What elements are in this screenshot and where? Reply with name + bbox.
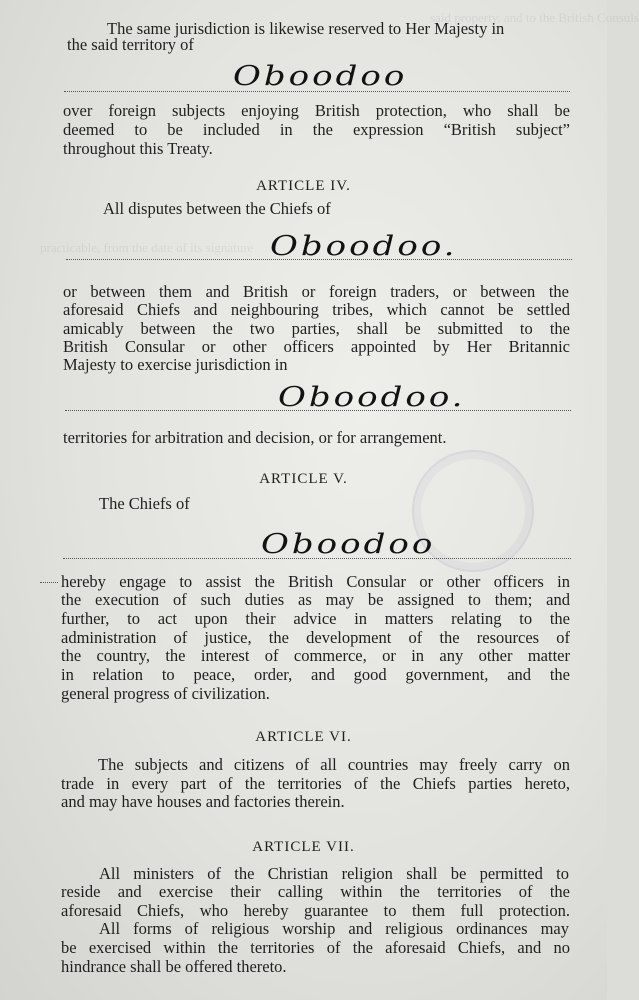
- handwritten-name: Oboodoo.: [278, 381, 466, 413]
- p1-line-1: The same jurisdiction is likewise reserved to Her Majesty in: [107, 19, 505, 38]
- p1-line-5: throughout this Treaty.: [63, 139, 213, 158]
- a4-line-3: aforesaid Chiefs and neighbouring tribes, which cannot be settled: [63, 300, 570, 319]
- p1-line-4: deemed to be included in the expression “British subject”: [63, 120, 570, 139]
- a7-line-3: aforesaid Chiefs, who hereby guarantee to them full protection.: [61, 901, 570, 920]
- bleed-through: practicable, from the date of its signature: [40, 240, 254, 255]
- bleed-through: said property, and to the British Consuls: [430, 10, 639, 25]
- a7-line-5: be exercised within the territories of the aforesaid Chiefs, and no: [61, 938, 570, 957]
- fill-in-line-short: [40, 582, 58, 583]
- a4-line-4: amicably between the two parties, shall be submitted to the: [63, 319, 570, 338]
- article-vi-heading: ARTICLE VI.: [255, 729, 352, 745]
- a5-line-4: further, to act upon their advice in matters relating to the: [61, 609, 570, 628]
- a6-line-3: and may have houses and factories therein.: [61, 792, 345, 811]
- a5-line-2: hereby engage to assist the British Consular or other officers in: [61, 572, 570, 591]
- a5-line-1: The Chiefs of: [99, 494, 190, 513]
- a4-line-1: All disputes between the Chiefs of: [103, 199, 331, 218]
- a5-line-5: administration of justice, the development of the resources of: [61, 628, 570, 647]
- a6-line-1: The subjects and citizens of all countries may freely carry on: [98, 755, 570, 774]
- handwritten-name: Oboodoo: [261, 528, 436, 560]
- article-iv-heading: ARTICLE IV.: [256, 178, 351, 194]
- a7-line-2: reside and exercise their calling within the territories of the: [61, 882, 570, 901]
- a4-line-5: British Consular or other officers appointed by Her Britannic: [63, 337, 570, 356]
- a4-line-6: Majesty to exercise jurisdiction in: [63, 355, 288, 374]
- a7-line-1: All ministers of the Christian religion shall be permitted to: [99, 864, 569, 883]
- p1-line-3: over foreign subjects enjoying British protection, who shall be: [63, 101, 570, 120]
- a7-line-4: All forms of religious worship and religious ordinances may: [99, 919, 569, 938]
- a5-line-6: the country, the interest of commerce, or in any other matter: [61, 646, 570, 665]
- a7-line-6: hindrance shall be offered thereto.: [61, 957, 287, 976]
- a5-line-3: the execution of such duties as may be assigned to them; and: [61, 590, 570, 609]
- a4-line-7: territories for arbitration and decision, or for arrangement.: [63, 428, 447, 447]
- p1-line-2: the said territory of: [67, 35, 194, 54]
- article-vii-heading: ARTICLE VII.: [252, 839, 355, 855]
- a4-line-2: or between them and British or foreign traders, or between the: [63, 282, 569, 301]
- a5-line-8: general progress of civilization.: [61, 684, 270, 703]
- a6-line-2: trade in every part of the territories of the Chiefs parties hereto,: [61, 774, 570, 793]
- a5-line-7: in relation to peace, order, and good government, and the: [61, 665, 570, 684]
- handwritten-name: Oboodoo.: [270, 230, 458, 262]
- handwritten-name: Oboodoo: [233, 60, 408, 92]
- article-v-heading: ARTICLE V.: [259, 471, 348, 487]
